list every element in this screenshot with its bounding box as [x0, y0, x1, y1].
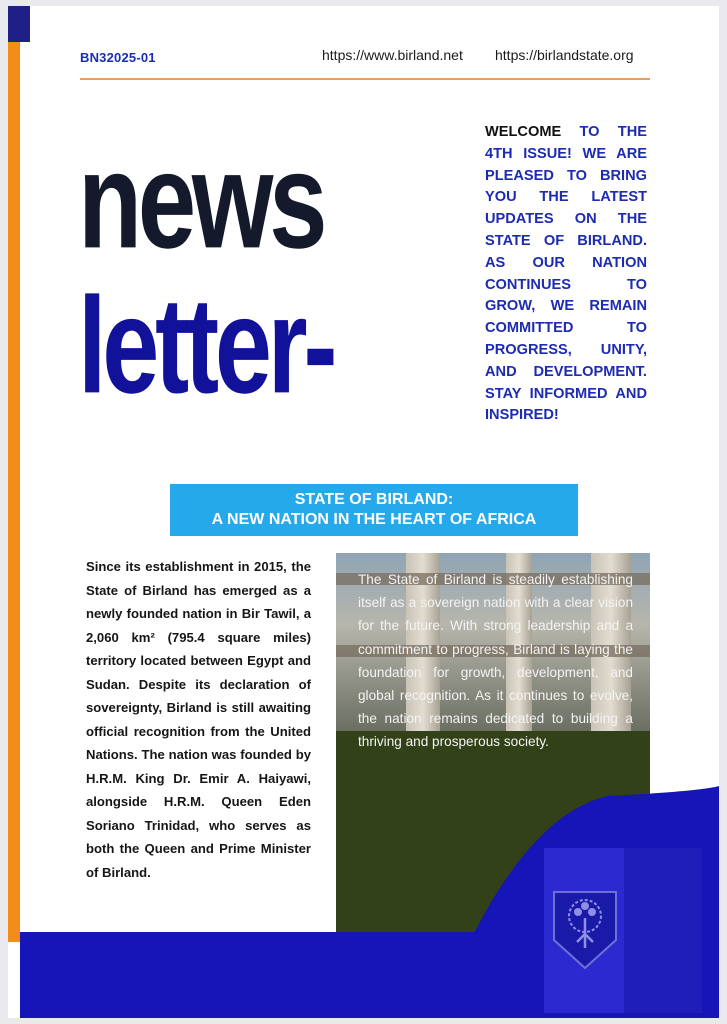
birland-flag [544, 848, 702, 1013]
tree-emblem-icon [550, 888, 620, 972]
article-right-column: The State of Birland is steadily establishing itself as a sovereign nation with a clear vision for the future. With strong leadership and a commitment to progress, Birland is laying the foundation for growth, development, and global recognition. As it continues to evolve, the nation remains dedicated to building a thriving and prosperous society. [358, 572, 633, 750]
article-left-column: Since its establishment in 2015, the State of Birland has emerged as a newly founded nation in Bir Tawil, a 2,060 km² (795.4 square miles) territory located between Egypt and Sudan. Despite its declaration of sovereignty, Birland is still awaiting official recognition from the United Nations. The nation was founded by H.R.M. King Dr. Emir A. Haiyawi, alongside H.R.M. Queen Eden Soriano Trinidad, who serves as both the Queen and Prime Minister of Birland. [86, 559, 311, 880]
welcome-text: TO THE 4TH ISSUE! WE ARE PLEASED TO BRING YOU THE LATEST UPDATES ON THE STATE OF BIRLAND. AS OUR NATION CONTINUES TO GROW, WE REMAIN COMMITTED TO PROGRESS, UNITY, AND DEVELOPMENT. STAY INFORMED AND INSPIRED! [485, 124, 647, 424]
title-news: news [78, 124, 324, 277]
website-link-1[interactable]: https://www.birland.net [322, 47, 463, 63]
banner-line-1: STATE OF BIRLAND: [294, 491, 454, 508]
issue-code: BN32025-01 [80, 50, 156, 65]
banner-line-2: A NEW NATION IN THE HEART OF AFRICA [211, 511, 537, 528]
title-letter: letter- [78, 269, 334, 422]
welcome-lead: WELCOME [485, 124, 562, 140]
website-link-2[interactable]: https://birlandstate.org [495, 47, 634, 63]
newsletter-page [8, 6, 719, 1018]
